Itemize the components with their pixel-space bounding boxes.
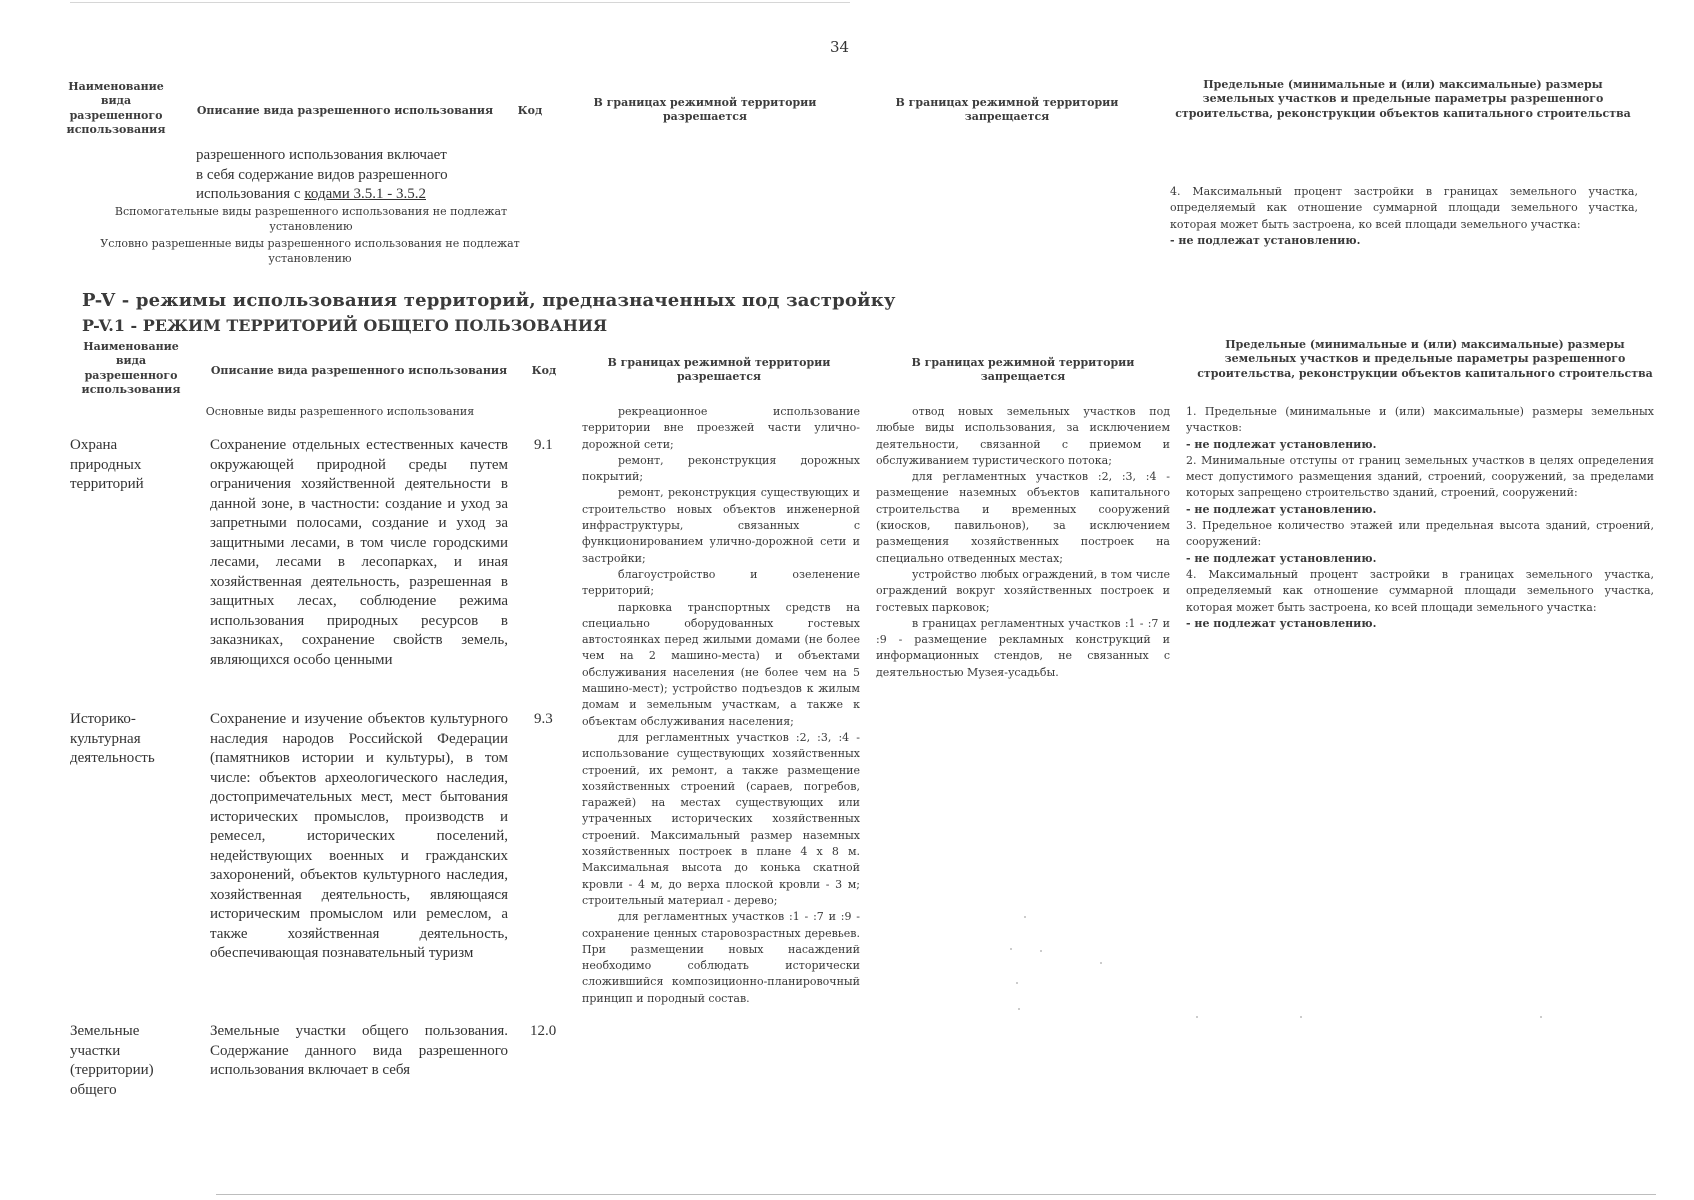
- t2-forbidden-3: устройство любых ограждений, в том числе ограждений вокруг хозяйственных построек и гостевых парковок;: [876, 567, 1170, 614]
- scan-speck: [1016, 982, 1018, 984]
- t2-row-2-code: 9.3: [534, 711, 553, 727]
- t2-row-3-description: Земельные участки общего пользования. Содержание данного вида разрешенного использования включает в себя: [210, 1023, 508, 1078]
- t2-allowed-2: ремонт, реконструкция дорожных покрытий;: [582, 453, 860, 484]
- t2-allowed-6: для регламентных участков :2, :3, :4 - использование существующих хозяйственных строений, их ремонт, а также размещение хозяйственных строений (сараев, погребов, гаражей) на местах существующих или утраченных исторических хозяйственных строений. Максимальный размер наземных хозяйственных построек в плане 4 х 8 м. Максимальная высота до конька скатной кровли - 4 м, до верха плоской кровли - 3 м; строительный материал - дерево;: [582, 730, 860, 907]
- subsection-title: P-V.1 - РЕЖИМ ТЕРРИТОРИЙ ОБЩЕГО ПОЛЬЗОВАНИЯ: [82, 316, 608, 335]
- section-title: P-V - режимы использования территорий, предназначенных под застройку: [82, 290, 896, 311]
- t2-allowed-4: благоустройство и озеленение территорий;: [582, 567, 860, 598]
- t2-allowed-5: парковка транспортных средств на специально оборудованных гостевых автостоянках перед жилыми домами (не более чем на 2 машино-места) и объектами обслуживания населения (не более чем на 5 машино-мест); устройство подъездов к жилым домам и земельным участкам, а также к объектам обслуживания населения;: [582, 600, 860, 728]
- t2-forbidden-list: [876, 404, 1170, 681]
- t2-header-limits: Предельные (минимальные и (или) максимальные) размеры земельных участков и предельные параметры разрешенного строительства, реконструкции объектов капитального строительства: [1197, 338, 1653, 380]
- t2-row-1-code: 9.1: [534, 437, 553, 453]
- t2-header-allowed: В границах режимной территории разрешается: [607, 356, 831, 384]
- t2-header-code: Код: [531, 364, 557, 377]
- scan-speck: [1100, 962, 1102, 964]
- t1-header-forbidden: В границах режимной территории запрещается: [895, 96, 1119, 124]
- t2-row-3-name: Земельные участки (территории) общего: [70, 1023, 154, 1098]
- t1-header-description: Описание вида разрешенного использования: [196, 104, 494, 117]
- t2-header-description: Описание вида разрешенного использования: [210, 364, 508, 377]
- t1-cont-line-2: в себя содержание видов разрешенного: [196, 166, 448, 183]
- t1-limit-4: [1170, 184, 1638, 249]
- t1-cont-line-3: [196, 185, 506, 205]
- page-number: 34: [830, 38, 850, 56]
- t1-limit-4-text: 4. Максимальный процент застройки в границах земельного участка, определяемый как отношение суммарной площади земельного участка, которая может быть застроена, ко всей площади земельного участка:: [1170, 185, 1638, 231]
- t2-row-1-description: Сохранение отдельных естественных качеств окружающей природной среды путем ограничения хозяйственной деятельности в данной зоне, в частности: создание и уход за запретными полосами, создание и уход за защитными лесами, в том числе городскими лесами, лесами в лесопарках, и иная хозяйственная деятельность, разрешенная в защитных лесах, соблюдение режима использования природных ресурсов в заказниках, сохранение свойств земель, являющихся особо ценными: [210, 437, 508, 668]
- scan-speck: [1010, 948, 1012, 950]
- t2-forbidden-4: в границах регламентных участков :1 - :7 и :9 - размещение рекламных конструкций и информационных стендов, не связанных с деятельностью Музея-усадьбы.: [876, 616, 1170, 679]
- t2-allowed-list: [582, 404, 860, 1007]
- t1-cont-line-3-prefix: использования с: [196, 186, 305, 202]
- t2-header-forbidden: В границах режимной территории запрещается: [911, 356, 1135, 384]
- t2-row-2-name: Историко-культурная деятельность: [70, 711, 155, 766]
- t1-conditional-note: Условно разрешенные виды разрешенного использования не подлежат установлению: [100, 237, 520, 265]
- t1-limit-4-value: - не подлежат установлению.: [1170, 233, 1361, 247]
- t2-limit-2-value: - не подлежат установлению.: [1186, 502, 1377, 516]
- t1-cont-line-1: разрешенного использования включает: [196, 147, 447, 163]
- scan-speck: [1540, 1016, 1542, 1018]
- scan-speck: [1018, 1008, 1020, 1010]
- t1-header-allowed: В границах режимной территории разрешается: [593, 96, 817, 124]
- t1-continuation-text: [196, 146, 506, 205]
- t2-limit-1-value: - не подлежат установлению.: [1186, 437, 1377, 451]
- bottom-scan-line: [216, 1194, 1656, 1195]
- t1-header-code: Код: [517, 104, 543, 117]
- t2-forbidden-1: отвод новых земельных участков под любые виды использования, за исключением деятельности, связанной с приемом и обслуживанием туристического потока;: [876, 405, 1170, 467]
- t2-limit-4-value: - не подлежат установлению.: [1186, 616, 1377, 630]
- scan-speck: [1040, 950, 1042, 952]
- t2-limit-1-text: 1. Предельные (минимальные и (или) максимальные) размеры земельных участков:: [1186, 405, 1654, 435]
- t1-auxiliary-note: Вспомогательные виды разрешенного использования не подлежат установлению: [114, 205, 508, 233]
- scan-speck: [1024, 916, 1026, 918]
- t1-header-limits: Предельные (минимальные и (или) максимальные) размеры земельных участков и предельные параметры разрешенного строительства, реконструкции объектов капитального строительства: [1175, 78, 1631, 120]
- t1-header-name: Наименование вида разрешенного использования: [66, 80, 166, 136]
- top-scan-line: [70, 2, 850, 3]
- t2-limit-3-value: - не подлежат установлению.: [1186, 551, 1377, 565]
- t2-allowed-3: ремонт, реконструкция существующих и строительство новых объектов инженерной инфраструктуры, связанных с функционированием улично-дорожной сети и застройки;: [582, 486, 860, 565]
- t2-main-types-label: Основные виды разрешенного использования: [205, 405, 475, 418]
- t2-allowed-7: для регламентных участков :1 - :7 и :9 - сохранение ценных старовозрастных деревьев. При размещении новых насаждений необходимо соблюдать исторически сложившийся композиционно-планировочный принцип и породный состав.: [582, 910, 860, 1005]
- t2-allowed-1: рекреационное использование территории вне проезжей части улично-дорожной сети;: [582, 405, 860, 451]
- codes-link[interactable]: кодами 3.5.1 - 3.5.2: [304, 186, 426, 202]
- t2-row-1-name: Охрана природных территорий: [70, 437, 144, 492]
- t2-limits-list: [1186, 404, 1654, 632]
- t2-row-2-description: Сохранение и изучение объектов культурного наследия народов Российской Федерации (памятников истории и культуры), в том числе: объектов археологического наследия, достопримечательных мест, мест бытования исторических промыслов, производств и ремесел, исторических поселений, недействующих военных и гражданских захоронений, объектов культурного наследия, хозяйственная деятельность, являющаяся историческим промыслом или ремеслом, а также хозяйственная деятельность, обеспечивающая познавательный туризм: [210, 711, 508, 961]
- t2-limit-3-text: 3. Предельное количество этажей или предельная высота зданий, строений, сооружений:: [1186, 519, 1654, 549]
- t2-header-name: Наименование вида разрешенного использования: [81, 340, 181, 396]
- t2-forbidden-2: для регламентных участков :2, :3, :4 - размещение наземных объектов капитального строительства и временных сооружений (киосков, павильонов), за исключением размещения хозяйственных построек на специально отведенных местах;: [876, 470, 1170, 565]
- t2-limit-2-text: 2. Минимальные отступы от границ земельных участков в целях определения мест допустимого размещения зданий, строений, сооружений, за пределами которых запрещено строительство зданий, строений, сооружений:: [1186, 453, 1654, 500]
- scan-speck: [1300, 1016, 1302, 1018]
- t2-limit-4-text: 4. Максимальный процент застройки в границах земельного участка, определяемый как отношение суммарной площади земельного участка, которая может быть застроена, ко всей площади земельного участка:: [1186, 567, 1654, 614]
- t2-row-3-code: 12.0: [530, 1023, 557, 1039]
- scan-speck: [1196, 1016, 1198, 1018]
